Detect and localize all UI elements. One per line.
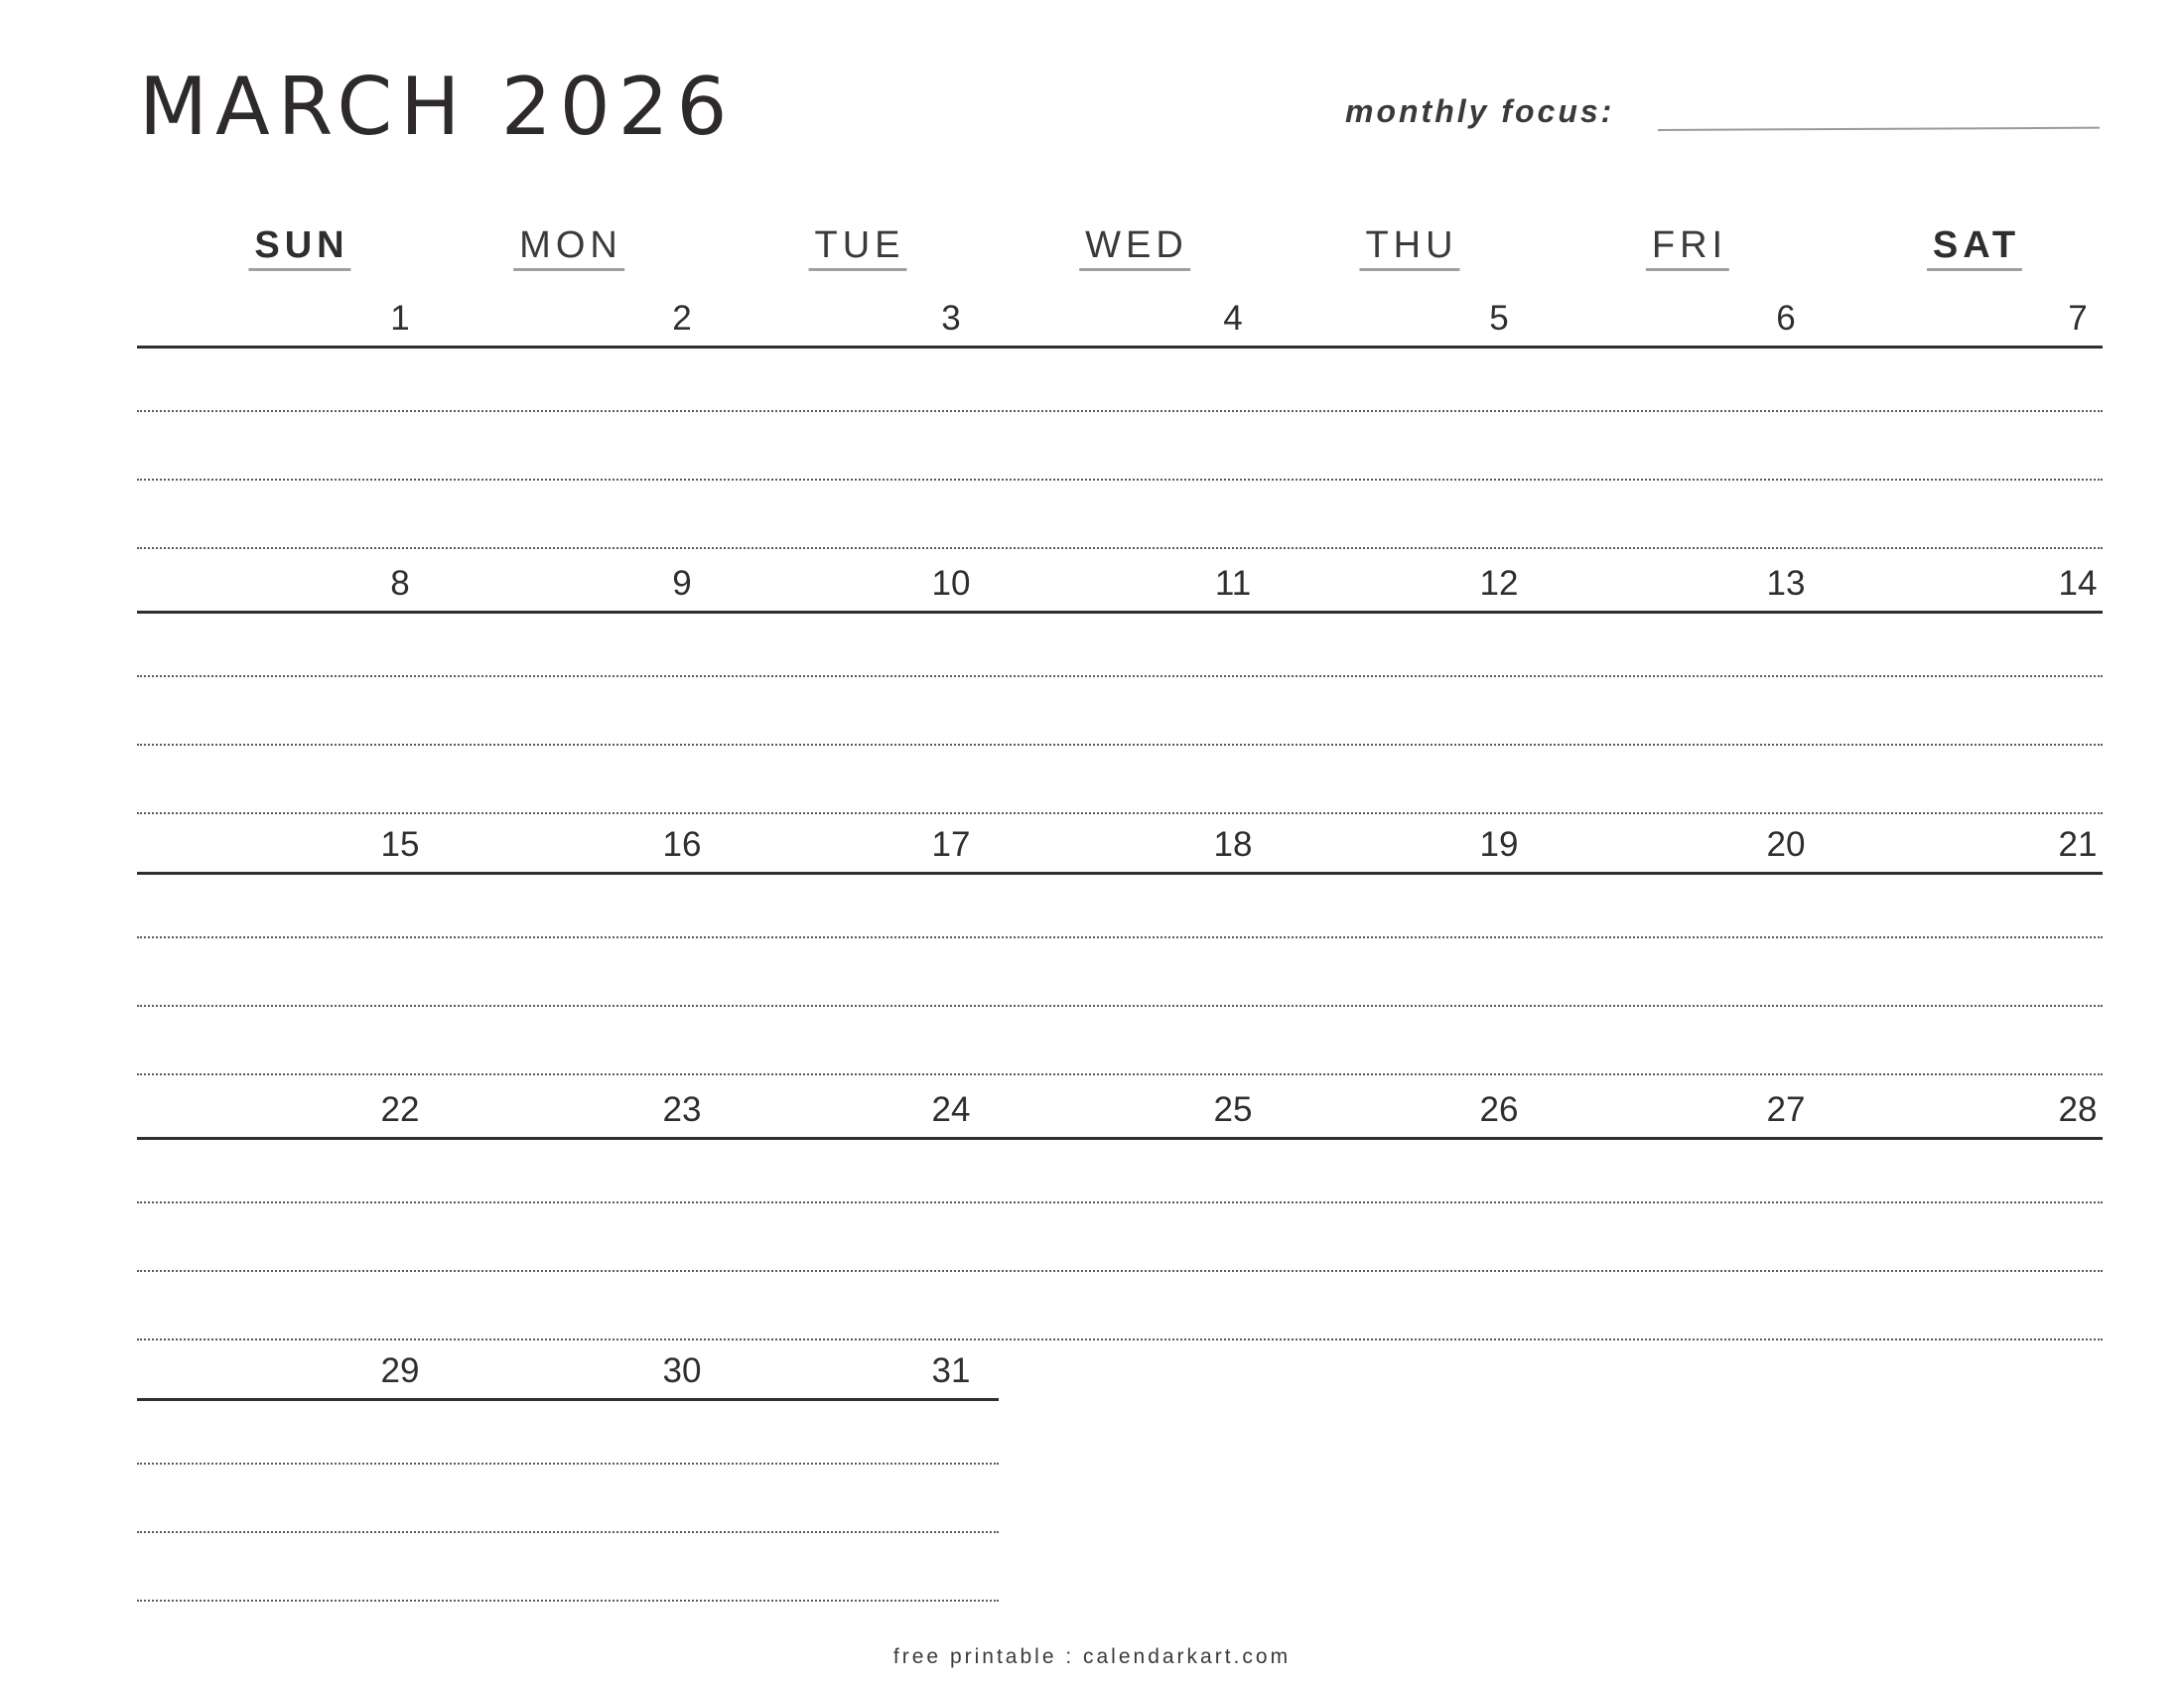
weekday-header-wed [1079,226,1190,276]
note-writing-line[interactable] [137,675,2103,677]
day-number: 30 [662,1351,702,1390]
day-number: 26 [1479,1090,1519,1129]
note-writing-line[interactable] [137,1463,999,1465]
note-writing-line[interactable] [137,1531,999,1533]
weekday-header-tue [809,226,907,276]
note-writing-line[interactable] [137,1600,999,1602]
day-number: 8 [390,564,410,603]
day-number: 17 [931,825,971,864]
day-number: 22 [380,1090,420,1129]
day-number: 20 [1766,825,1806,864]
day-number: 1 [390,299,410,338]
week-row-rule [137,1398,999,1401]
day-number: 13 [1766,564,1806,603]
day-number: 18 [1213,825,1253,864]
note-writing-line[interactable] [137,812,2103,814]
note-writing-line[interactable] [137,1338,2103,1340]
note-writing-line[interactable] [137,744,2103,746]
monthly-focus-write-line[interactable] [1658,127,2100,131]
weekday-label: WED [1079,226,1190,271]
day-number: 14 [2058,564,2098,603]
day-number: 5 [1489,299,1509,338]
note-writing-line[interactable] [137,479,2103,481]
footer-credit: free printable : calendarkart.com [892,1645,1292,1668]
day-number: 9 [672,564,692,603]
weekday-label: SAT [1927,226,2022,271]
week-row-rule [137,872,2103,875]
day-number: 24 [931,1090,971,1129]
note-writing-line[interactable] [137,547,2103,549]
day-number: 4 [1223,299,1243,338]
day-number: 7 [2068,299,2088,338]
weekday-header-sun [248,226,350,276]
note-writing-line[interactable] [137,410,2103,412]
day-number: 12 [1479,564,1519,603]
weekday-label: FRI [1646,226,1729,271]
note-writing-line[interactable] [137,1073,2103,1075]
weekday-header-mon [513,226,624,276]
day-number: 2 [672,299,692,338]
note-writing-line[interactable] [137,936,2103,938]
week-row-rule [137,1137,2103,1140]
day-number: 3 [941,299,961,338]
day-number: 15 [380,825,420,864]
weekday-header-thu [1359,226,1459,276]
weekday-label: THU [1359,226,1459,271]
day-number: 23 [662,1090,702,1129]
day-number: 10 [931,564,971,603]
week-row-rule [137,346,2103,349]
day-number: 25 [1213,1090,1253,1129]
weekday-label: MON [513,226,624,271]
week-row-rule [137,611,2103,614]
note-writing-line[interactable] [137,1005,2103,1007]
day-number: 31 [931,1351,971,1390]
day-number: 6 [1776,299,1796,338]
day-number: 11 [1214,564,1252,603]
monthly-focus-label: monthly focus: [1345,93,1615,129]
note-writing-line[interactable] [137,1270,2103,1272]
day-number: 16 [662,825,702,864]
day-number: 19 [1479,825,1519,864]
note-writing-line[interactable] [137,1201,2103,1203]
weekday-header-sat [1927,226,2022,276]
day-number: 28 [2058,1090,2098,1129]
day-number: 29 [380,1351,420,1390]
weekday-label: TUE [809,226,907,271]
weekday-header-fri [1646,226,1729,276]
weekday-label: SUN [248,226,350,271]
calendar-title: MARCH 2026 [139,61,736,153]
day-number: 27 [1766,1090,1806,1129]
day-number: 21 [2058,825,2098,864]
